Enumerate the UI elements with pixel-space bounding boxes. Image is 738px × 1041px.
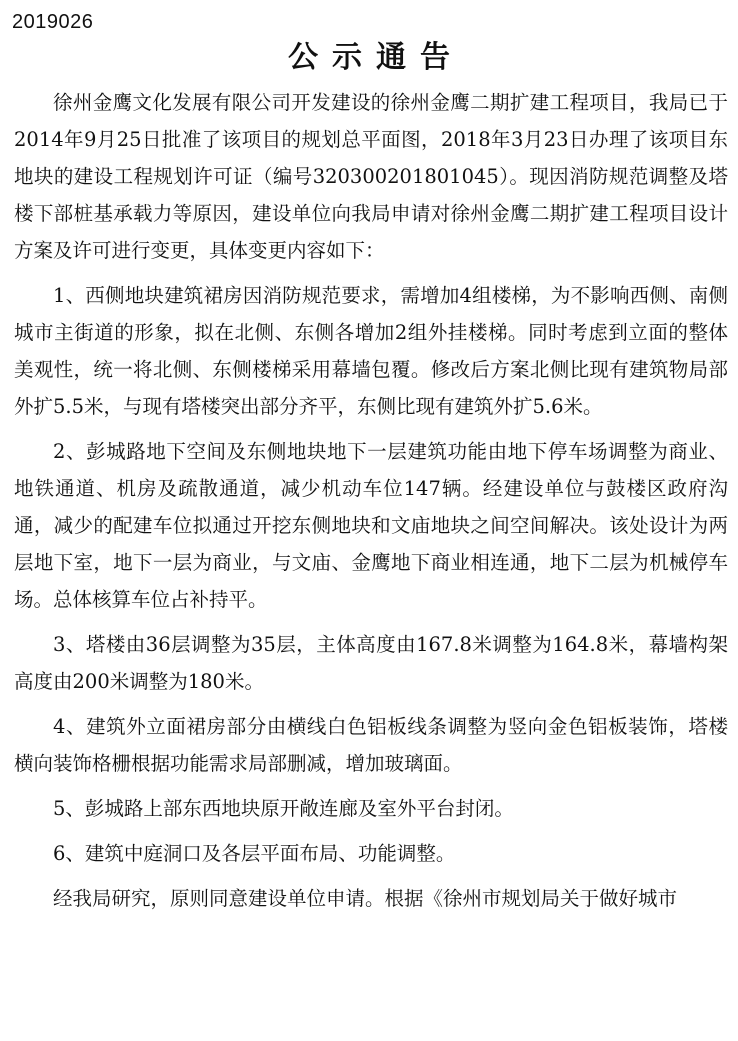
paragraph-item-6: 6、建筑中庭洞口及各层平面布局、功能调整。 (53, 842, 456, 865)
paragraph-item-4: 4、建筑外立面裙房部分由横线白色铝板线条调整为竖向金色铝板装饰，塔楼横向装饰格栅根据功能需求局部删减，增加玻璃面。 (14, 715, 728, 775)
paragraph-intro: 徐州金鹰文化发展有限公司开发建设的徐州金鹰二期扩建工程项目，我局已于2014年9月25日批准了该项目的规划总平面图，2018年3月23日办理了该项目东地块的建设工程规划许可证（编号320300201801045）。现因消防规范调整及塔楼下部桩基承载力等原因，建设单位向我局申请对徐州金鹰二期扩建工程项目设计方案及许可进行变更，具体变更内容如下： (14, 91, 728, 262)
paragraph-item-2: 2、彭城路地下空间及东侧地块地下一层建筑功能由地下停车场调整为商业、地铁通道、机房及疏散通道，减少机动车位147辆。经建设单位与鼓楼区政府沟通，减少的配建车位拟通过开挖东侧地块和文庙地块之间空间解决。该处设计为两层地下室，地下一层为商业，与文庙、金鹰地下商业相连通，地下二层为机械停车场。总体核算车位占补持平。 (14, 440, 728, 611)
paragraph-conclusion: 经我局研究，原则同意建设单位申请。根据《徐州市规划局关于做好城市 (53, 887, 678, 910)
paragraph-item-3: 3、塔楼由36层调整为35层，主体高度由167.8米调整为164.8米，幕墙构架高度由200米调整为180米。 (14, 633, 728, 693)
notice-body (14, 84, 728, 917)
notice-title: 公示通告 (288, 40, 464, 75)
paragraph-item-5: 5、彭城路上部东西地块原开敞连廊及室外平台封闭。 (53, 797, 514, 820)
paragraph-item-1: 1、西侧地块建筑裙房因消防规范要求，需增加4组楼梯，为不影响西侧、南侧城市主街道的形象，拟在北侧、东侧各增加2组外挂楼梯。同时考虑到立面的整体美观性，统一将北侧、东侧楼梯采用幕墙包覆。修改后方案北侧比现有建筑物局部外扩5.5米，与现有塔楼突出部分齐平，东侧比现有建筑外扩5.6米。 (14, 284, 728, 418)
document-number: 2019026 (12, 11, 94, 33)
